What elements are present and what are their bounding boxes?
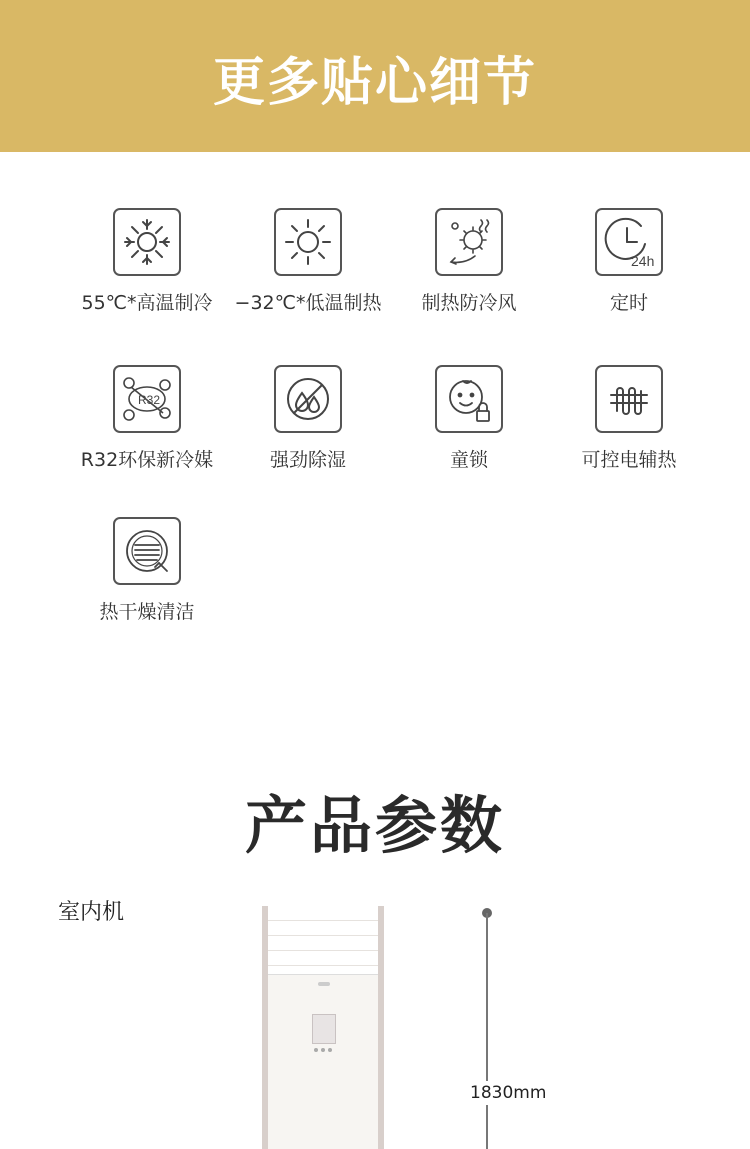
sun-icon xyxy=(274,208,342,276)
feature-timer xyxy=(544,208,714,315)
brand-logo xyxy=(318,982,330,986)
feature-label: 热干燥清洁 xyxy=(99,601,195,623)
no-water-drop-icon xyxy=(274,365,342,433)
control-button xyxy=(314,1048,318,1052)
feature-high-temp-cooling xyxy=(62,208,232,315)
control-button xyxy=(328,1048,332,1052)
feature-electric-heating xyxy=(544,365,714,472)
feature-r32-refrigerant xyxy=(62,365,232,472)
feature-low-temp-heating xyxy=(223,208,393,315)
child-lock-icon xyxy=(435,365,503,433)
control-button xyxy=(321,1048,325,1052)
feature-label: 强劲除湿 xyxy=(269,449,346,471)
height-dimension-line xyxy=(486,913,488,1149)
control-display xyxy=(312,1014,336,1044)
feature-label: 制热防冷风 xyxy=(421,292,517,314)
electric-heater-icon xyxy=(595,365,663,433)
header-banner xyxy=(0,0,750,152)
indoor-unit-image xyxy=(262,906,384,1149)
section-title: 产品参数 xyxy=(244,789,505,862)
feature-label: 55℃*高温制冷 xyxy=(81,292,213,314)
feature-label: R32环保新冷媒 xyxy=(80,449,214,471)
indoor-unit-label: 室内机 xyxy=(58,900,125,925)
banner-title: 更多贴心细节 xyxy=(212,53,537,113)
coil-clean-icon xyxy=(113,517,181,585)
r32-badge-text: R32 xyxy=(138,393,161,407)
feature-dehumidify xyxy=(223,365,393,472)
feature-label: 可控电辅热 xyxy=(581,449,677,471)
r32-refrigerant-icon xyxy=(113,365,181,433)
air-outlet-louvers xyxy=(268,906,378,975)
feature-heat-dry-clean xyxy=(62,517,232,624)
feature-label: 童锁 xyxy=(449,449,488,471)
feature-anti-cold-air xyxy=(384,208,554,315)
snowflake-sun-icon xyxy=(113,208,181,276)
timer-24h-icon xyxy=(595,208,663,276)
timer-badge-text: 24h xyxy=(631,253,655,269)
heat-airflow-icon xyxy=(435,208,503,276)
feature-label: 定时 xyxy=(609,292,648,314)
feature-child-lock xyxy=(384,365,554,472)
height-dimension-label: 1830mm xyxy=(470,1083,547,1103)
feature-label: −32℃*低温制热 xyxy=(234,292,382,314)
